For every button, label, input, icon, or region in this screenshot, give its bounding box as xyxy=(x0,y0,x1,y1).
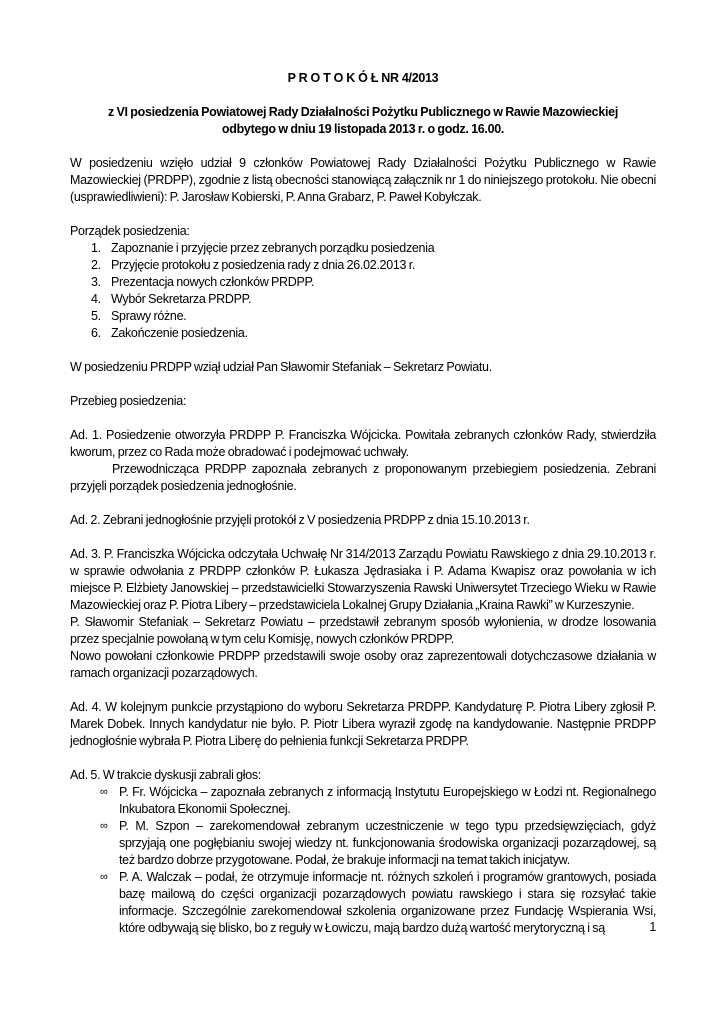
page-number: 1 xyxy=(649,920,656,934)
intro-paragraph: W posiedzeniu wzięło udział 9 członków Powiatowej Rady Działalności Pożytku Publicznego w Rawie Mazowieckiej (PRDPP), zgodnie z listą obecności stanowiącą załącznik nr 1 do niniejszego protokołu. Nie obecni (usprawiedliwieni): P. Jarosław Kobierski, P. Anna Grabarz, P. Paweł Kobyłczak. xyxy=(70,156,656,204)
ad1-second-paragraph: Przewodnicząca PRDPP zapoznała zebranych z proponowanym przebiegiem posiedzenia. Zebrani przyjęli porządek posiedzenia jednogłośnie. xyxy=(70,462,656,493)
agenda-item: 3. Prezentacja nowych członków PRDPP. xyxy=(91,275,315,289)
ad4-paragraph: Ad. 4. W kolejnym punkcie przystąpiono do wyboru Sekretarza PRDPP. Kandydaturę P. Piotra Libery zgłosił P. Marek Dobek. Innych kandydatur nie było. P. Piotr Libera wyraził zgodę na kandydowanie. Następnie PRDPP jednogłośnie wybrała P. Piotra Liberę do pełnienia funkcji Sekretarza PRDPP. xyxy=(70,700,656,748)
subtitle-line-1: z VI posiedzenia Powiatowej Rady Działalności Pożytku Publicznego w Rawie Mazowieckiej xyxy=(107,105,618,119)
discussion-item: ∞ P. Fr. Wójcicka – zapoznała zebranych z informacją Instytutu Europejskiego w Łodzi nt. Regionalnego Inkubatora Ekonomii Społecznej. xyxy=(100,785,656,816)
agenda-item: 4. Wybór Sekretarza PRDPP. xyxy=(91,292,252,306)
infinity-bullet-icon: ∞ xyxy=(100,871,108,883)
proceedings-heading: Przebieg posiedzenia: xyxy=(70,394,187,408)
ad1-paragraph: Ad. 1. Posiedzenie otworzyła PRDPP P. Franciszka Wójcicka. Powitała zebranych członków Rady, stwierdziła kworum, przez co Rada może obradować i podejmować uchwały. xyxy=(70,428,656,459)
ad5-heading: Ad. 5. W trakcie dyskusji zabrali głos: xyxy=(70,768,262,782)
document-body xyxy=(70,64,656,937)
document-title: P R O T O K Ó Ł NR 4/2013 xyxy=(287,71,439,85)
subtitle-line-2: odbytego w dniu 19 listopada 2013 r. o godz. 16.00. xyxy=(221,122,505,136)
discussion-item: ∞ P. A. Walczak – podał, że otrzymuje informacje nt. różnych szkoleń i programów grantowych, posiada bazę mailową do części organizacji pozarządowych powiatu rawskiego i stara się rozsyłać takie informacje. Szczególnie zarekomendował szkolenia organizowane przez Fundację Wspierania Wsi, które odbywają się blisko, bo z reguły w Łowiczu, mają bardzo dużą wartość merytoryczną i są xyxy=(100,870,656,935)
document-subtitle xyxy=(70,104,656,138)
guest-paragraph: W posiedzeniu PRDPP wziął udział Pan Sławomir Stefaniak – Sekretarz Powiatu. xyxy=(70,360,492,374)
ad3-paragraph: Ad. 3. P. Franciszka Wójcicka odczytała Uchwałę Nr 314/2013 Zarządu Powiatu Rawskiego z dnia 29.10.2013 r. w sprawie odwołania z PRDPP członków P. Łukasza Jędrasiaka i P. Adama Kwapisz oraz powołania w ich miejsce P. Elżbiety Janowskiej – przedstawicielki Stowarzyszenia Rawski Uniwersytet Trzeciego Wieku w Rawie Mazowieckiej oraz P. Piotra Libery – przedstawiciela Lokalnej Grupy Działania „Kraina Rawki” w Kurzeszynie. xyxy=(70,547,656,612)
infinity-bullet-icon: ∞ xyxy=(100,786,108,798)
discussion-item: ∞ P. M. Szpon – zarekomendował zebranym uczestniczenie w tego typu przedsięwzięciach, gdyż sprzyjają one pogłębianiu swojej wiedzy nt. funkcjonowania środowiska organizacji pozarządowej, są też bardzo dobrze przygotowane. Podał, że brakuje informacji na temat takich inicjatyw. xyxy=(100,819,656,867)
agenda-item: 2. Przyjęcie protokołu z posiedzenia rady z dnia 26.02.2013 r. xyxy=(91,258,416,272)
infinity-bullet-icon: ∞ xyxy=(100,820,108,832)
agenda-item: 6. Zakończenie posiedzenia. xyxy=(91,326,248,340)
agenda-heading: Porządek posiedzenia: xyxy=(70,224,190,238)
ad3-second-paragraph: P. Sławomir Stefaniak – Sekretarz Powiatu – przedstawił zebranym sposób wyłonienia, w drodze losowania przez specjalnie powołaną w tym celu Komisję, nowych członków PRDPP. xyxy=(70,615,656,646)
discussion-list xyxy=(70,784,656,937)
agenda-item: 5. Sprawy różne. xyxy=(91,309,187,323)
agenda-list xyxy=(70,240,656,342)
ad2-paragraph: Ad. 2. Zebrani jednogłośnie przyjęli protokół z V posiedzenia PRDPP z dnia 15.10.2013 r. xyxy=(70,513,530,527)
agenda-item: 1. Zapoznanie i przyjęcie przez zebranych porządku posiedzenia xyxy=(91,241,435,255)
ad3-third-paragraph: Nowo powołani członkowie PRDPP przedstawili swoje osoby oraz zaprezentowali dotychczasowe działania w ramach organizacji pozarządowych. xyxy=(70,649,656,680)
